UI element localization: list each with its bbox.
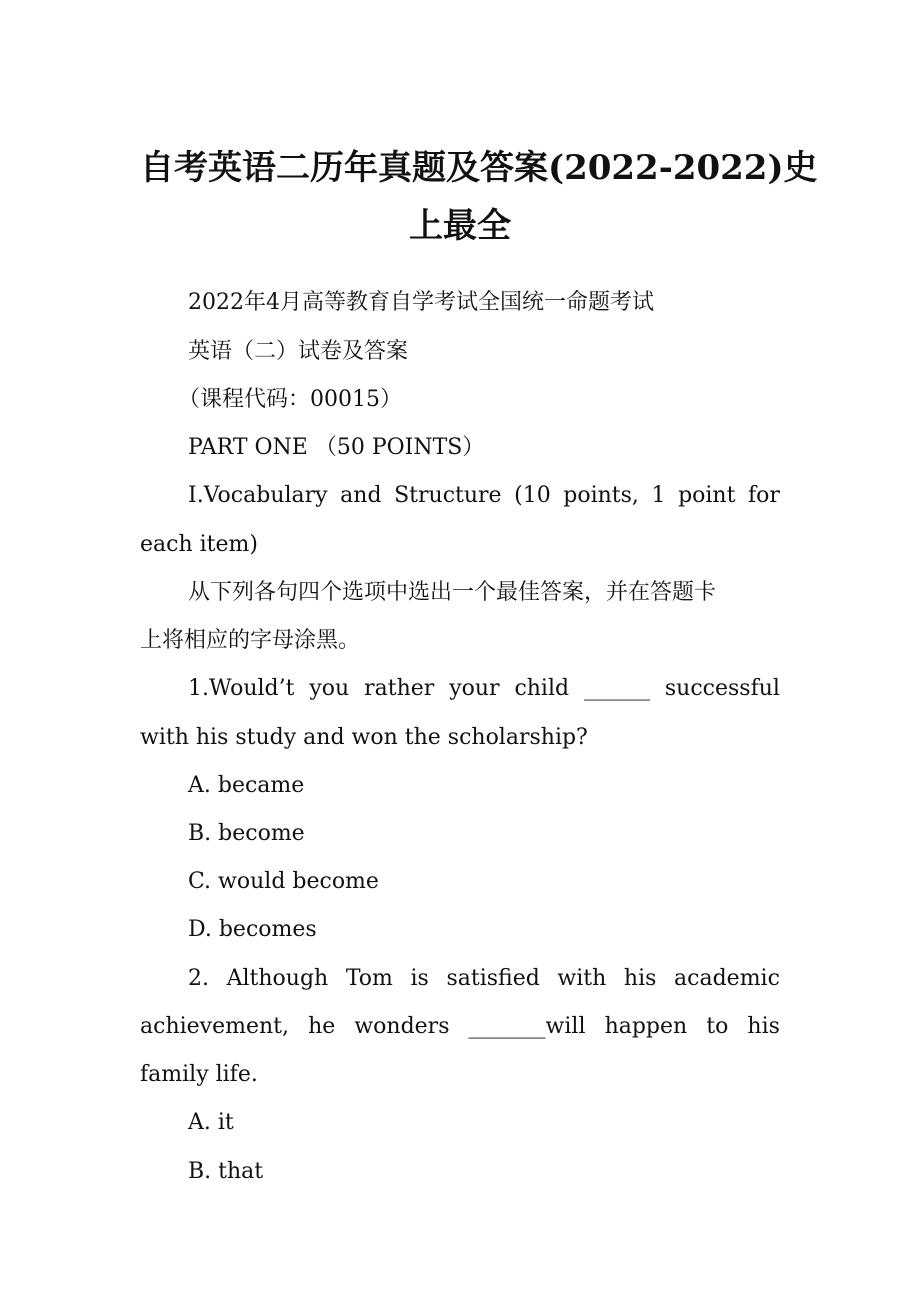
- answer-blank: ______: [583, 676, 650, 701]
- course-code: （课程代码：00015）: [178, 387, 402, 412]
- document-title-line-1: 自考英语二历年真题及答案(2022-2022)史: [140, 148, 818, 188]
- exam-heading: 2022年4月高等教育自学考试全国统一命题考试: [188, 290, 654, 315]
- word: you: [309, 676, 350, 701]
- paper-heading: 英语（二）试卷及答案: [188, 339, 409, 364]
- word: 1: [651, 483, 666, 508]
- document-title-line-2: 上最全: [409, 206, 511, 246]
- question-1-option-d: D. becomes: [188, 917, 317, 942]
- word: to: [706, 1014, 729, 1039]
- instruction-line-1: 从下列各句四个选项中选出一个最佳答案，并在答题卡: [188, 580, 717, 605]
- part-heading: PART ONE （50 POINTS）: [188, 435, 485, 460]
- word: Structure: [394, 483, 502, 508]
- word: and: [340, 483, 382, 508]
- word: Although: [226, 966, 329, 991]
- answer-blank: _______will: [468, 1014, 586, 1039]
- section-heading-line-2: each item): [140, 532, 258, 557]
- question-2-line-1: [188, 964, 780, 994]
- word: with: [557, 966, 607, 991]
- word: 1.Would’t: [188, 676, 295, 701]
- word: points,: [563, 483, 639, 508]
- section-heading-line-1: [188, 481, 780, 511]
- question-1-line-2: with his study and won the scholarship?: [140, 725, 588, 750]
- word: 2.: [188, 966, 209, 991]
- word: your: [449, 676, 500, 701]
- word: is: [410, 966, 429, 991]
- word: (10: [514, 483, 551, 508]
- word: Ⅰ.Vocabulary: [188, 483, 328, 508]
- word: successful: [664, 676, 780, 701]
- instruction-line-2: 上将相应的字母涂黑。: [140, 628, 361, 653]
- word: his: [623, 966, 657, 991]
- word: his: [747, 1014, 780, 1039]
- question-2-option-a: A. it: [188, 1110, 234, 1135]
- word: happen: [604, 1014, 688, 1039]
- word: child: [514, 676, 570, 701]
- word: point: [678, 483, 736, 508]
- question-2-line-3: family life.: [140, 1062, 258, 1087]
- question-2-option-b: B. that: [188, 1159, 264, 1184]
- word: Tom: [345, 966, 393, 991]
- question-1-line-1: [188, 674, 780, 704]
- word: wonders: [354, 1014, 450, 1039]
- word: he: [308, 1014, 336, 1039]
- question-1-option-c: C. would become: [188, 869, 379, 894]
- question-1-option-b: B. become: [188, 821, 305, 846]
- word: for: [748, 483, 780, 508]
- question-2-line-2: [140, 1012, 780, 1042]
- question-1-option-a: A. became: [188, 773, 305, 798]
- word: achievement,: [140, 1014, 289, 1039]
- word: academic: [674, 966, 780, 991]
- word: rather: [364, 676, 435, 701]
- word: satisfied: [446, 966, 540, 991]
